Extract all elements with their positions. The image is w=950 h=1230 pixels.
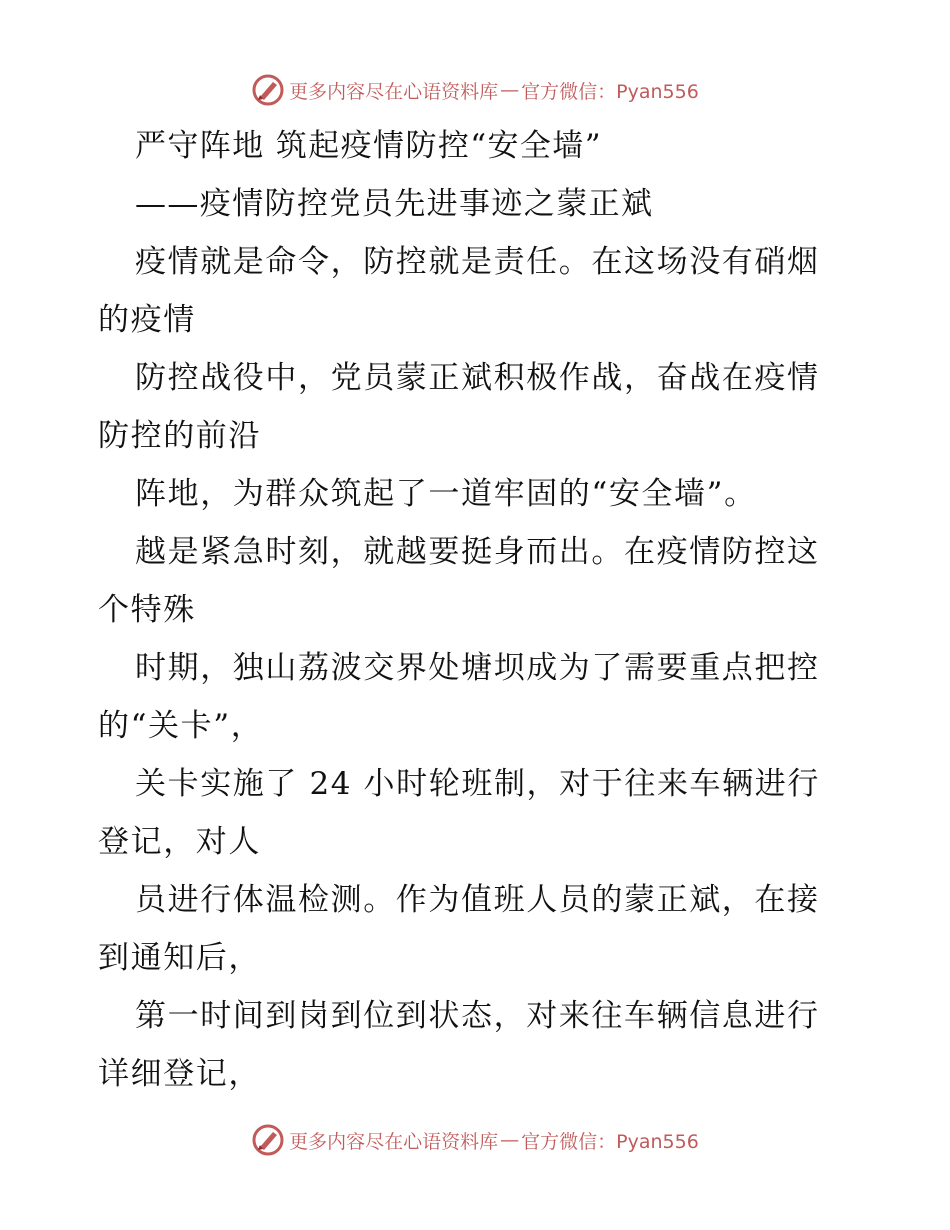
paragraph-line: 详细登记， — [98, 1056, 261, 1092]
paragraph-line: 员进行体温检测。作为值班人员的蒙正斌，在接 — [135, 882, 820, 918]
header-text: 更多内容尽在心语资料库 — [289, 80, 499, 103]
paragraph-line: 越是紧急时刻，就越要挺身而出。在疫情防控这 — [135, 534, 820, 570]
footer-separator: — — [500, 1129, 520, 1151]
document-body — [98, 117, 858, 1103]
paragraph-line: 防控的前沿 — [98, 418, 261, 454]
footer-text: 更多内容尽在心语资料库 — [289, 1130, 499, 1153]
header-contact: 官方微信：Pyan556 — [521, 80, 699, 103]
document-subtitle: ——疫情防控党员先进事迹之蒙正斌 — [135, 186, 654, 222]
footer-watermark — [0, 1120, 950, 1160]
paragraph-line: 第一时间到岗到位到状态，对来往车辆信息进行 — [135, 998, 820, 1034]
brush-seal-icon — [251, 1123, 285, 1157]
paragraph-line: 登记，对人 — [98, 824, 261, 860]
paragraph-line: 个特殊 — [98, 592, 196, 628]
brush-seal-icon — [251, 73, 285, 107]
paragraph-line: 疫情就是命令，防控就是责任。在这场没有硝烟 — [135, 244, 820, 280]
paragraph-line: 的“关卡”， — [98, 708, 264, 744]
document-title: 严守阵地 筑起疫情防控“安全墙” — [135, 128, 602, 164]
paragraph-line: 关卡实施了 24 小时轮班制，对于往来车辆进行 — [135, 766, 820, 802]
paragraph-line: 的疫情 — [98, 302, 196, 338]
header-separator: — — [500, 79, 520, 101]
paragraph-line: 到通知后， — [98, 940, 261, 976]
paragraph-line: 防控战役中，党员蒙正斌积极作战，奋战在疫情 — [135, 360, 820, 396]
footer-contact: 官方微信：Pyan556 — [521, 1130, 699, 1153]
paragraph-line: 阵地，为群众筑起了一道牢固的“安全墙”。 — [135, 476, 757, 512]
paragraph-line: 时期，独山荔波交界处塘坝成为了需要重点把控 — [135, 650, 820, 686]
header-watermark — [0, 70, 950, 110]
